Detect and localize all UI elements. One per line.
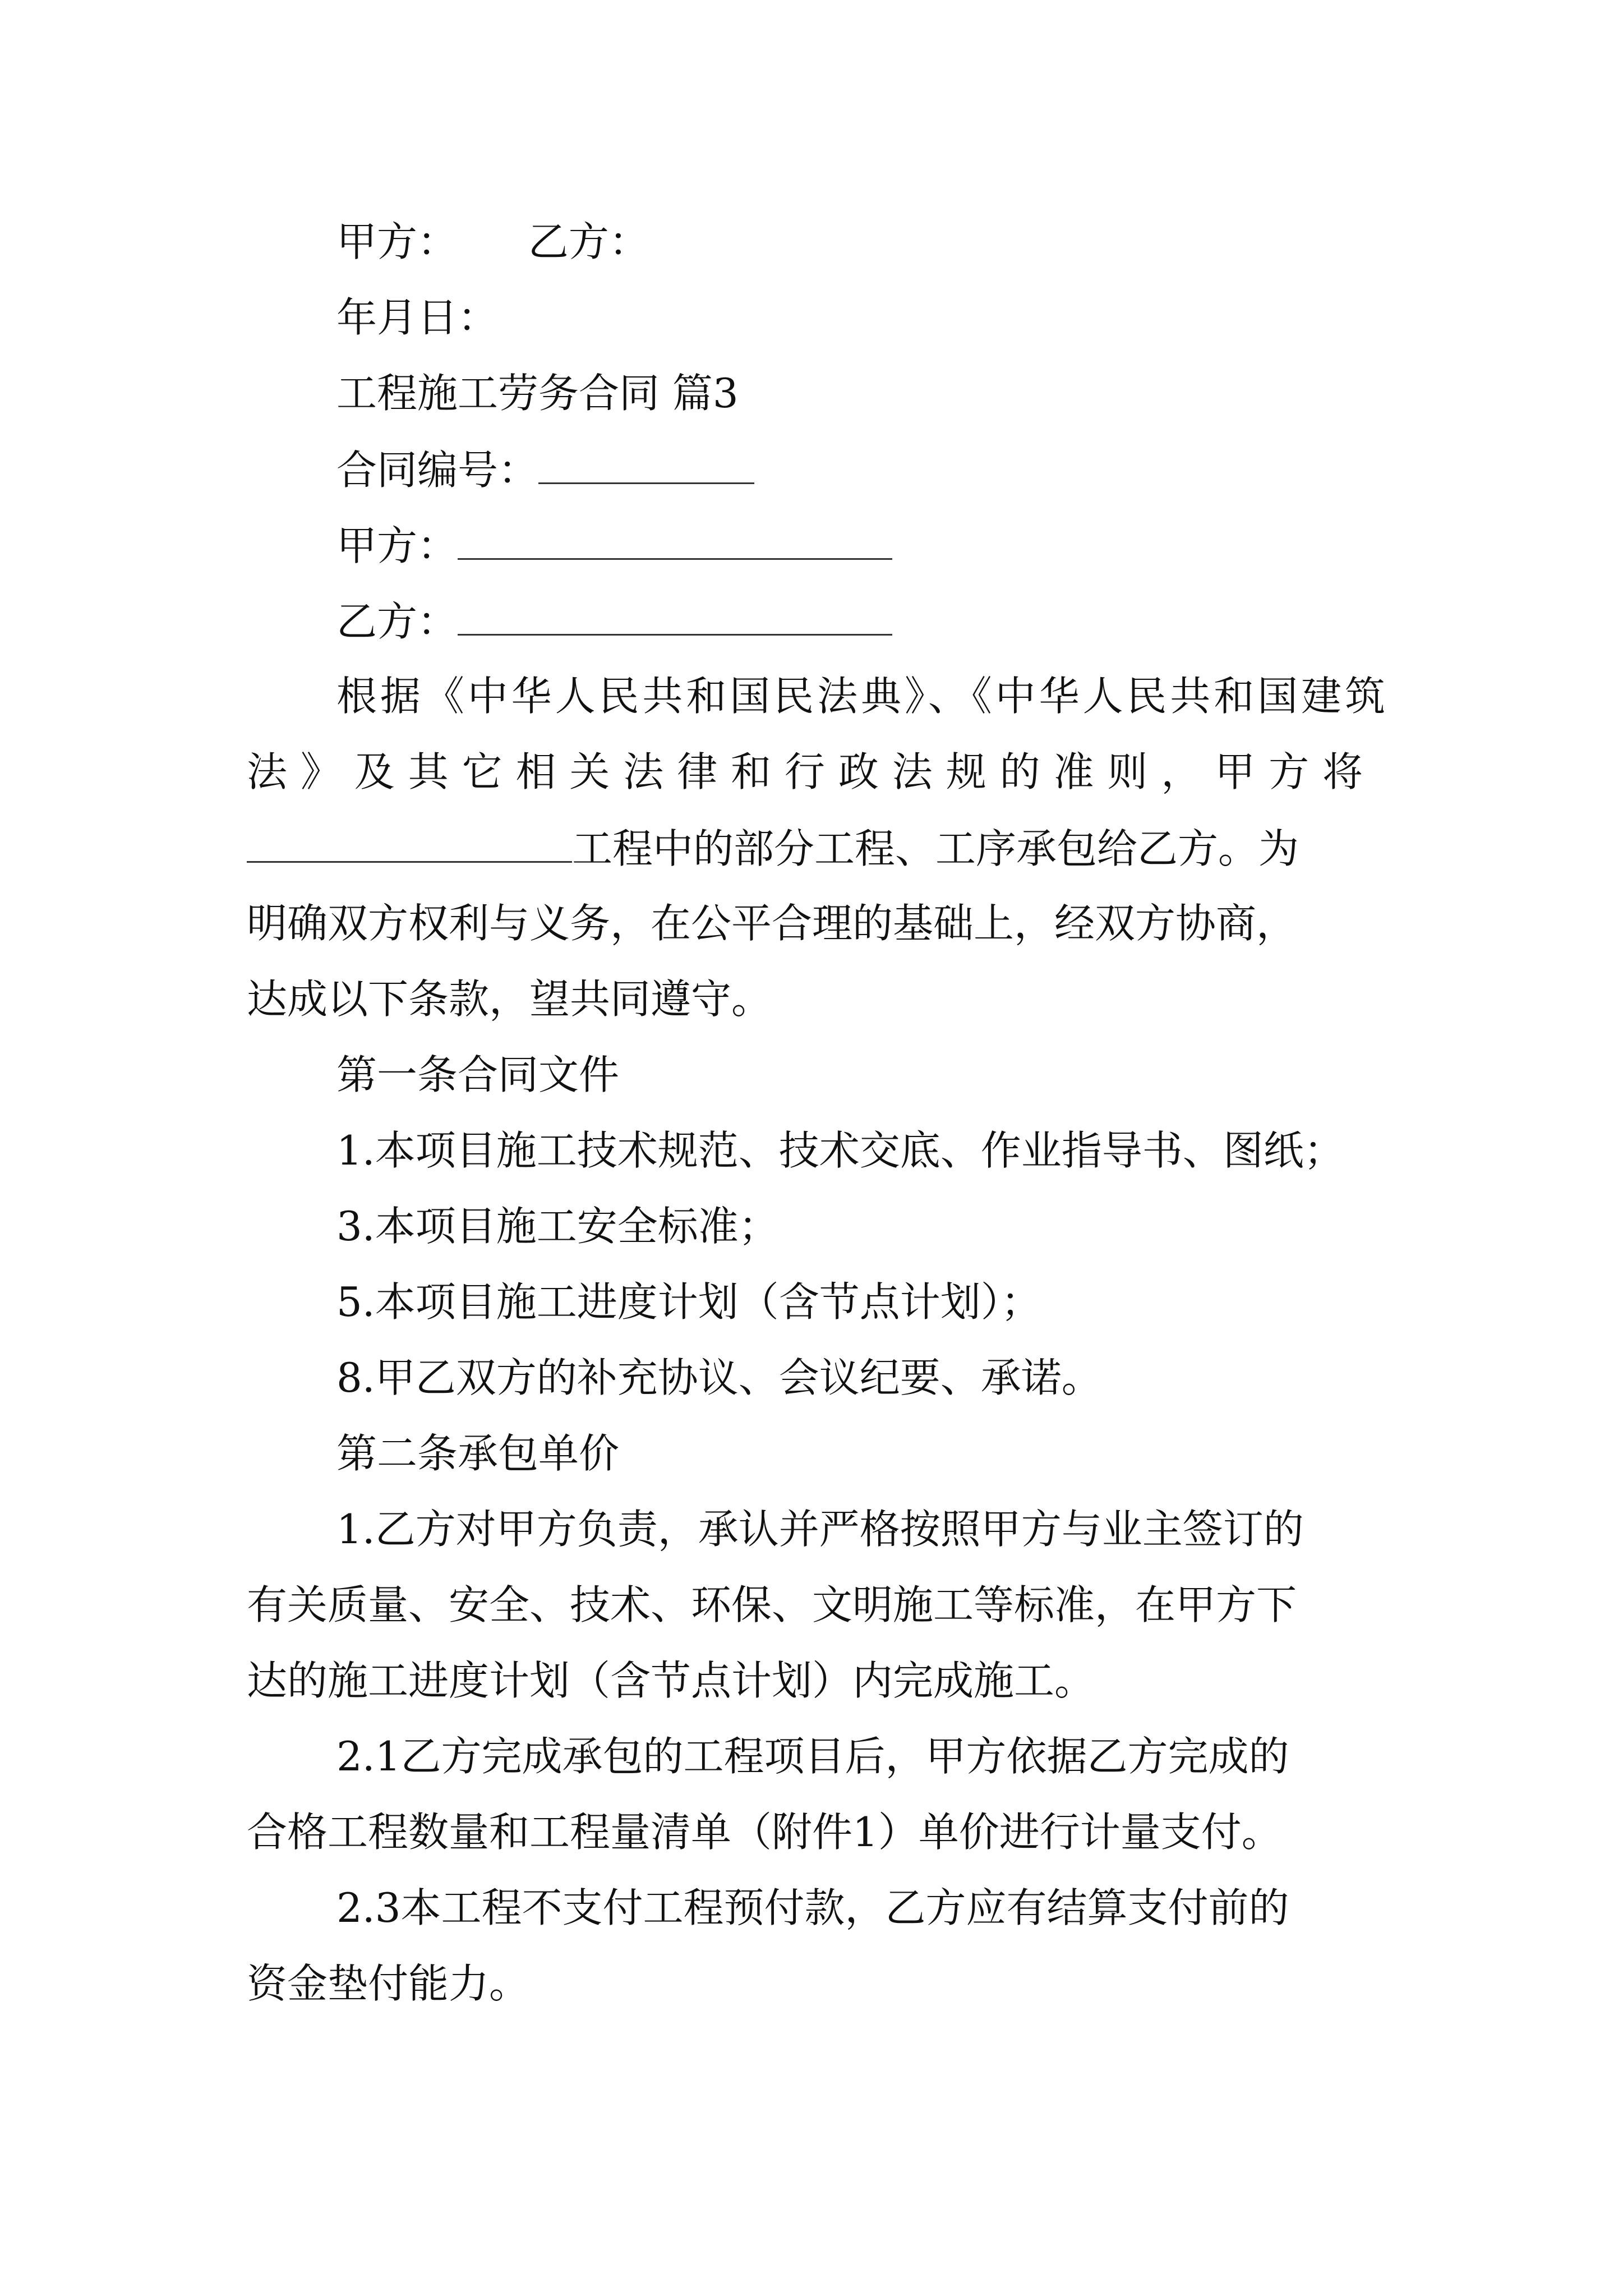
paragraph-line: 1.乙方对甲方负责，承认并严格按照甲方与业主签订的 [336,1506,1304,1553]
paragraph-line: 2.1乙方完成承包的工程项目后，甲方依据乙方完成的 [336,1733,1289,1780]
party-b-line [336,598,892,645]
party-b-blank [458,600,892,636]
article-heading: 第二条承包单价 [336,1430,620,1477]
paragraph-line: 达成以下条款，望共同遵守。 [247,976,772,1023]
contract-number-label: 合同编号： [336,447,539,494]
paragraph-line: 有关质量、安全、技术、环保、文明施工等标准，在甲方下 [247,1581,1297,1628]
list-item: 1.本项目施工技术规范、技术交底、作业指导书、图纸； [336,1127,1344,1174]
list-item: 5.本项目施工进度计划（含节点计划）； [336,1278,1041,1326]
party-b-label: 乙方： [528,218,649,265]
paragraph-line: 合格工程数量和工程量清单（附件1）单价进行计量支付。 [247,1809,1282,1856]
paragraph-line: 根据《中华人民共和国民法典》、《中华人民共和国建筑 [336,673,1385,720]
signature-party-line [336,218,649,265]
party-a-field-label: 甲方： [336,522,458,569]
contract-number-blank [538,449,754,484]
section-title: 工程施工劳务合同 篇3 [336,370,739,417]
list-item: 3.本项目施工安全标准； [336,1203,779,1250]
signature-date-line: 年月日： [336,294,499,341]
contract-number-line [336,447,754,494]
paragraph-line: 法》及其它相关法律和行政法规的准则，甲方将 [247,748,1363,795]
project-name-blank [247,827,572,863]
paragraph-line: 2.3本工程不支付工程预付款，乙方应有结算支付前的 [336,1884,1289,1931]
paragraph-line: 达的施工进度计划（含节点计划）内完成施工。 [247,1657,1095,1704]
paragraph-line: 明确双方权利与义务，在公平合理的基础上，经双方协商， [247,900,1297,947]
paragraph-line-with-blank [247,825,1299,872]
party-b-field-label: 乙方： [336,598,458,645]
party-a-label: 甲方： [336,218,458,265]
paragraph-line: 资金垫付能力。 [247,1960,530,2007]
party-a-blank [458,524,892,560]
list-item: 8.甲乙双方的补充协议、会议纪要、承诺。 [336,1354,1102,1401]
article-heading: 第一条合同文件 [336,1051,620,1098]
party-a-line [336,522,892,569]
paragraph-text: 工程中的部分工程、工序承包给乙方。为 [572,825,1299,872]
